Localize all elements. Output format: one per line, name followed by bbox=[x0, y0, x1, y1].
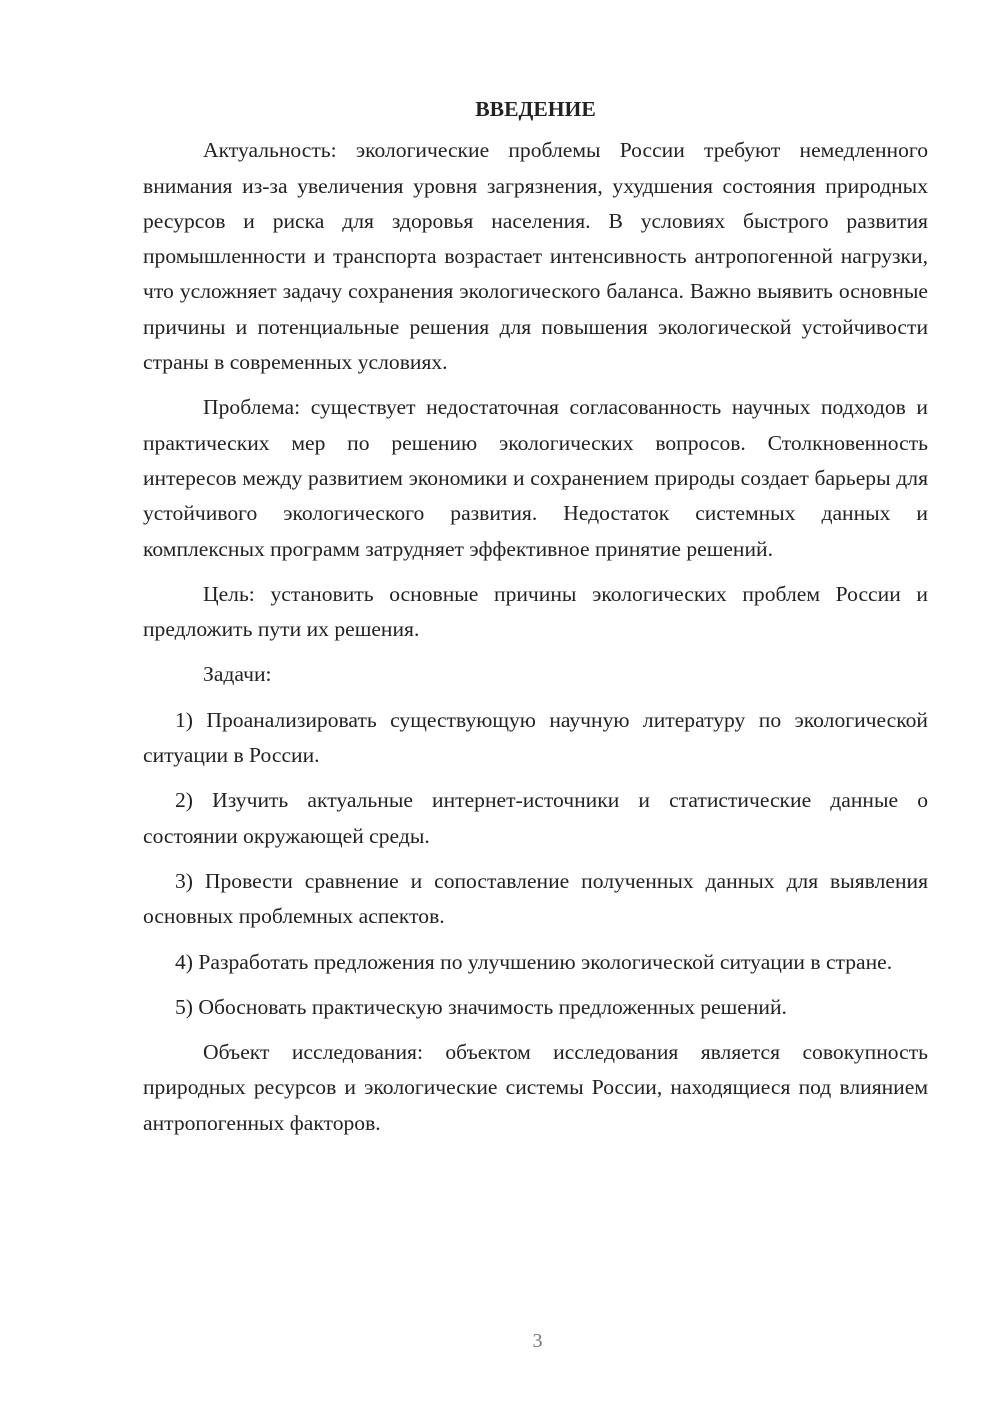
tasks-heading: Задачи: bbox=[203, 662, 272, 687]
task-item: 2) Изучить актуальные интернет-источники и статистические данные о состоянии окружающей среды. bbox=[143, 788, 928, 848]
task-item: 1) Проанализировать существующую научную литературу по экологической ситуации в России. bbox=[143, 707, 928, 768]
paragraph-goal: Цель: установить основные причины экологических проблем России и предложить пути их решения. bbox=[143, 581, 928, 642]
paragraph-relevance: Актуальность: экологические проблемы России требуют немедленного внимания из-за увеличения уровня загрязнения, ухудшения состояния природных ресурсов и риска для здоровья населения. В условиях быстрого развития промышленности и транспорта возрастает интенсивность антропогенной нагрузки, что усложняет задачу сохранения экологического баланса. Важно выявить основные причины и потенциальные решения для повышения экологической устойчивости страны в современных условиях. bbox=[143, 138, 928, 375]
page-number: 3 bbox=[532, 1330, 543, 1352]
paragraph-problem: Проблема: существует недостаточная согласованность научных подходов и практических мер по решению экологических вопросов. Столкновенность интересов между развитием экономики и сохранением природы создает барьеры для устойчивого экологического развития. Недостаток системных данных и комплексных программ затрудняет эффективное принятие решений. bbox=[143, 395, 928, 561]
task-item: 5) Обосновать практическую значимость предложенных решений. bbox=[175, 994, 787, 1019]
paragraph-object: Объект исследования: объектом исследования является совокупность природных ресурсов и экологические системы России, находящиеся под влиянием антропогенных факторов. bbox=[143, 1040, 928, 1135]
task-item: 3) Провести сравнение и сопоставление полученных данных для выявления основных проблемных аспектов. bbox=[143, 868, 928, 929]
tasks-list bbox=[143, 703, 928, 1025]
task-item: 4) Разработать предложения по улучшению экологической ситуации в стране. bbox=[175, 949, 893, 974]
section-heading: ВВЕДЕНИЕ bbox=[475, 97, 596, 121]
document-body bbox=[143, 92, 928, 1151]
